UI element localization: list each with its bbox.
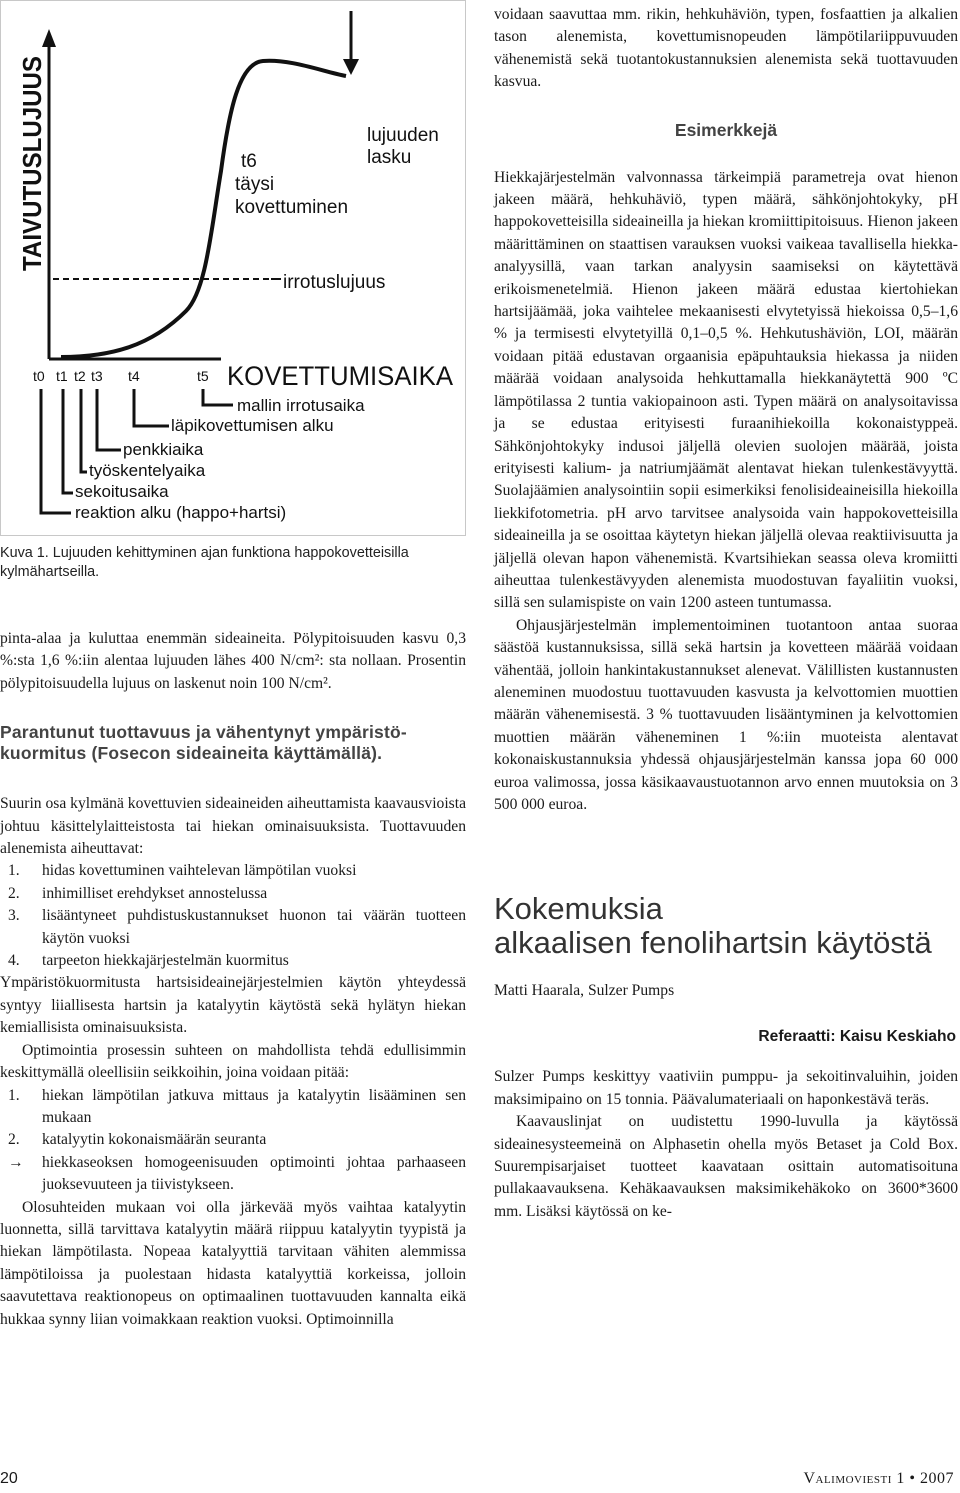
list-item: → hiekkaseoksen homogeenisuuden optimointi johtaa parhaaseen juoksevuuteen ja tiivistykseen. — [8, 1153, 466, 1194]
timeline-label-sekoitusaika: sekoitusaika — [75, 482, 169, 501]
tick-t5: t5 — [197, 368, 209, 384]
section-heading-productivity: Parantunut tuottavuus ja vähentynyt ympäristökuormitus (Fosecon sideaineita käyttämällä). — [0, 722, 407, 764]
release-strength-label: irrotuslujuus — [283, 272, 386, 293]
tick-t4: t4 — [128, 368, 140, 384]
paragraph-optimization-result: voidaan saavuttaa mm. rikin, hehkuhäviön, typen, fosfaattien ja alkalien tason alenemista, kovettumisnopeuden lämpötilariippuvuuden vähenemistä sekä tuotantokustannuksien alenemista sekä tuottavuuden kasvua. — [494, 6, 958, 91]
article-title — [494, 892, 958, 960]
bracket-6 — [203, 389, 233, 405]
paragraph-optimization: Optimointia prosessin suhteen on mahdollista tehdä edullisimmin keskittymällä oleellisiin seikkoihin, joina voidaan pitää: — [0, 1041, 466, 1082]
paragraph-sulzer-intro: Sulzer Pumps keskittyy vaativiin pumppu- ja sekoitinvaluihin, joiden maksimipaino on 15 tonnia. Päävalumateriaali on haponkestävä teräs. — [494, 1068, 958, 1108]
paragraph-catalyst: Olosuhteiden mukaan voi olla järkevää myös vaihtaa katalyytin luonnetta, sillä tarvittava katalyytin määrä riippuu katalyytin tyypistä ja hiekan lämpötilasta. Nopeaa katalyyttiä tarvitaan vähiten alemmissa lämpötiloissa ja puolestaan hidasta katalyyttiä korkeissa, jolloin saavutettava reaktionopeus on optimaalinen tuottavuuden kannalta eikä hukkaa synny liian voimakkaan reaktion vuoksi. Optimoinnilla — [0, 1198, 466, 1328]
paragraph-defects: Suurin osa kylmänä kovettuvien sideaineiden aiheuttamista kaavausvioista johtuu käsittelylaitteistosta tai hiekan ominaisuuksista. Tuottavuuden alenemista aiheuttavat: — [0, 795, 466, 858]
list-item: 4. tarpeeton hiekkajärjestelmän kuormitus — [8, 952, 289, 970]
figure-caption: Kuva 1. Lujuuden kehittyminen ajan funktiona happokovetteisilla kylmähartseilla. — [0, 545, 409, 580]
arrow-icon: → — [8, 1153, 24, 1171]
bracket-3 — [81, 389, 87, 472]
strength-curve-svg — [1, 1, 465, 535]
paragraph-parameters: Hiekkajärjestelmän valvonnassa tärkeimpiä parametreja ovat hienon jakeen määrä, hehkuhäviö, typen määrä, sähkönjohtokyky, pH happokovetteisilla sideaineilla ja hiekan kromiittipitoisuus. Hienon jakeen määrittäminen on staattisen varauksen vuoksi vaikeaa tavallisella hiekka-analyysillä, vaan tarkan analyysin saamiseksi on käytettävä erikoismenetelmiä. Hienon jakeen määrä edustaa kiertohiekan hartsijäämää, joka vaihtelee mekaanisesti elvytetyissä hiekoissa 0,5–1,6 % ja termisesti elvytetyillä 0,1–0,5 %. Hehkutushäviön, LOI, määrän voidaan pitää edustavan orgaanisia epäpuhtauksia hiekassa ja niiden määrää voidaan analysoida hehkuttamalla hiekkanäytettä 900 ºC lämpötilassa 2 tuntia vakiopainoon asti. Typen määrä on analysoitavissa ja se edustaa erityisesti furaanihiekoilla kokonaistyppeä. Sähkönjohtokyky indusoi jäljellä olevien suolojen määrää, joista erityisesti kalium- ja natriumjäämät alentavat hiekan tulenkestävyyttä. Suolajäämien analysointiin sopii esimerkiksi fenolisideaineisilla hiekoilla liekkifotometria. pH arvo tarvitsee analysoida vain happokovetteisilla sideaineilla ja se osoittaa käytetyn hiekan jäljellä olevaa reaktiivisuutta ja jäljellä olevan hapon vähenemistä. Kvartsihiekan seassa oleva kromiitti aiheuttaa tulenkestävyyden alenemista muodostuvan fayaliitin vuoksi, sillä sen sulamispiste on vain 1200 asteen tuntumassa. — [494, 168, 958, 612]
journal-issue: 1 • 2007 — [896, 1470, 954, 1487]
article-title-line-1: Kokemuksia — [494, 891, 663, 927]
bracket-2 — [63, 389, 73, 493]
timeline-label-tyoskentelyaika: työskentelyaika — [89, 461, 206, 480]
timeline-label-mallin: mallin irrotusaika — [237, 396, 365, 415]
tick-labels — [33, 368, 209, 384]
drop-label-1: lujuuden — [367, 125, 439, 146]
y-axis-arrow — [42, 29, 56, 47]
list-item: 1. hiekan lämpötilan jatkuva mittaus ja katalyytin lisääminen sen mukaan — [8, 1086, 466, 1126]
section-heading-examples: Esimerkkejä — [674, 119, 778, 140]
list-item: 1. hidas kovettuminen vaihtelevan lämpötilan vuoksi — [8, 862, 357, 880]
paragraph-savings: Ohjausjärjestelmän implementoiminen tuotantoon antaa suoraa säästöä kustannuksissa, sillä sekä hartsin ja kovetteen määrää voidaan vähentää, jolloin hankintakustannukset alenevat. Välillisten kustannusten aleneminen muodostuu tuottavuuden kasvusta ja kelvottomien muottien määrän vähenemisestä. 3 % tuottavuuden lisääntyminen ja kelvottomien muottien määrän väheneminen 1 %:iin muoteista alentavat kokonaiskustannuksia yhdessä ohjausjärjestelmän kanssa jopa 60 000 euroa valimossa, jossa käsikaavaustuotannon arvo ennen muutoksia on 3 500 000 euroa. — [494, 616, 958, 813]
list-item: 2. katalyytin kokonaismäärän seuranta — [8, 1131, 267, 1149]
right-column — [494, 0, 958, 1223]
tick-t0: t0 — [33, 368, 45, 384]
timeline-label-lapikovettuminen: läpikovettumisen alku — [171, 416, 334, 435]
productivity-causes-list — [0, 860, 466, 972]
paragraph-molding-lines: Kaavauslinjat on uudistettu 1990-luvulla ja käytössä sideainesysteemeinä on Alphasetin ohella myös Betaset ja Cold Box. Suurempisarjaiset tuotteet kaavataan osittain automatisoituna pullakaavauksena. Kehäkaavauksen maksimikehäkoko on 3600*3600 mm. Lisäksi käytössä on ke- — [494, 1113, 958, 1220]
list-item: 3. lisääntyneet puhdistuskustannukset huonon tai väärän tuotteen käytön vuoksi — [8, 907, 466, 947]
page-number: 20 — [0, 1470, 18, 1487]
tick-t1: t1 — [56, 368, 68, 384]
timeline-label-penkkiaika: penkkiaika — [123, 440, 204, 459]
paragraph-dust-content: pinta-alaa ja kuluttaa enemmän sideaineita. Pölypitoisuuden kasvu 0,3 %:sta 1,6 %:iin alentaa lujuuden lähes 400 N/cm²: sta nollaan. Prosentin pölypitoisuudella lujuus on laskenut noin 100 N/cm². — [0, 630, 466, 692]
drop-arrow-head — [343, 59, 359, 75]
tick-t3: t3 — [91, 368, 103, 384]
x-axis-label: KOVETTUMISAIKA — [227, 361, 453, 391]
bracket-5 — [134, 389, 169, 426]
article-author: Matti Haarala, Sulzer Pumps — [494, 982, 675, 1000]
paragraph-environment: Ympäristökuormitusta hartsisideainejärjestelmien käytön yhteydessä syntyy liiallisesta hartsin ja katalyytin käytöstä sekä hylätyn hiekan kemiallisista ominaisuuksista. — [0, 974, 466, 1037]
optimization-list — [0, 1085, 466, 1197]
article-referee: Referaatti: Kaisu Keskiaho — [758, 1028, 956, 1046]
peak-label: t6 — [241, 151, 257, 172]
timeline-labels — [75, 396, 365, 522]
journal-name: Valimoviesti — [803, 1470, 892, 1487]
bracket-4 — [97, 389, 121, 450]
article-title-line-2: alkaalisen fenolihartsin käytöstä — [494, 925, 932, 961]
peak-desc-2: kovettuminen — [235, 197, 349, 218]
drop-label-2: lasku — [367, 147, 412, 168]
strength-curve-figure — [0, 0, 466, 536]
y-axis-label: TAIVUTUSLUJUUS — [17, 38, 47, 271]
list-item: 2. inhimilliset erehdykset annostelussa — [8, 884, 268, 902]
peak-desc-1: täysi — [235, 174, 275, 195]
journal-footer — [803, 1470, 954, 1488]
timeline-label-reaktion-alku: reaktion alku (happo+hartsi) — [75, 503, 287, 522]
tick-t2: t2 — [74, 368, 86, 384]
